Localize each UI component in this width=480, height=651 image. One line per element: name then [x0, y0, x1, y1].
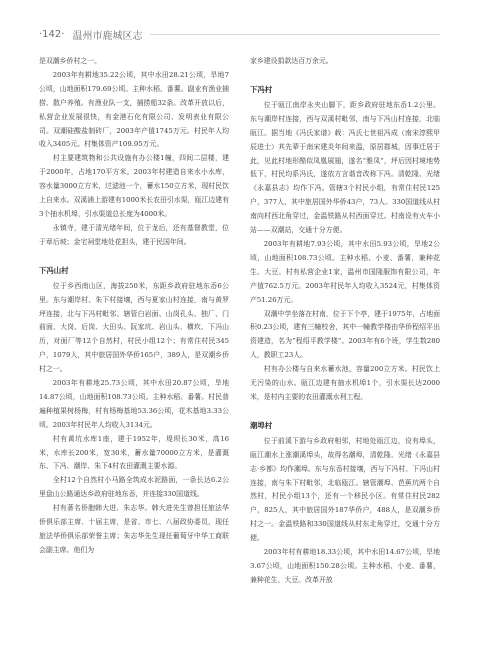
section-title-chaobu: 潮埠村 [250, 420, 273, 430]
paragraph: 2003年村有耕地18.33公顷，其中水田14.67公顷，旱地3.67公顷，山地面积150.28公顷。主种水稻、小麦、番薯，兼种花生、大豆。改革开放 [250, 548, 440, 584]
left-column [39, 55, 229, 558]
paragraph: 双潮中学坐落在村南，位于下个亭，建于1975年，占地面积0.23公顷，建有三幢校舍，其中一幢教学楼由华侨程绍平出资建造，名为“程绍平教学楼”。2003年有6个班，学生数280人，教职工23人。 [250, 309, 440, 360]
paragraph: 村有黄坑水库1座，建于1952年，堤坝长30米，高16米，水库长200米，宽30米，蓄水量70000立方米，是灌溉东、下冯、潮岸、朱下4村农田灌溉主要水源。 [39, 434, 229, 471]
paragraph: 位于前溪下游与乡政府相邻，村地处瓯江边，设有埠头，瓯江潮水上涨潮溪埠头，故得名潮埠，清乾隆、光绪《永嘉县志·乡都》均作潮埠。东与东岙村接壤，西与下冯村、下冯山村连接，南与朱下村毗邻，北临瓯江。辖管潮埠、芭蕉坑两个自然村，村民小组13个，还有一个移民小区。有常住村民282户，825人，其中旅居国外187华侨户，488人，是双潮乡侨村之一。金温铁路和330国道线从村东北角穿过，交通十分方便。 [250, 436, 440, 543]
paragraph: 2003年有耕地35.22公顷，其中水田28.21公顷，旱地7公顷，山地面积179.69公顷。主种水稻、番薯。副业有渔业捕捞、散户养殖。有渔业队一支，捕捞船32条。改革开放以后，私营企业发展很快，有金港石化有限公司、发明表业有限公司。双潮硅酸盐制砖厂，2003年产值1745万元。村民年人均收入3405元。村集体资产109.95万元。 [39, 70, 229, 149]
header-rule [150, 34, 440, 35]
paragraph: 2003年有耕地25.73公顷，其中水田20.87公顷，旱地14.87公顷，山地面积108.73公顷。主种水稻、番薯。村民普遍种植果树杨梅，村有杨梅基地53.36公顷，花木基地3.33公顷。2003年村民年人均收入3134元。 [39, 379, 229, 429]
paragraph: 家乡建设捐款达百万余元。 [250, 57, 333, 65]
section-title-xiafengshan: 下冯山村 [39, 265, 69, 275]
book-title: 温州市鹿城区志 [72, 30, 143, 42]
paragraph: 是双潮乡侨村之一。 [39, 57, 102, 65]
paragraph: 村有著名侨胞韩大进、朱志华。韩大进先生曾担任旅法华侨俱乐部主席、十届主席，是省、市七、八届政协委员，现任旅法华侨俱乐部荣誉主席；朱志华先生现任葡萄牙中华工商联会副主席。他们为 [39, 504, 229, 554]
paragraph: 村有办公楼与自来水蓄水池，容量200立方米。村民饮上无污染的山水。瓯江边建有抽水机埠1个，引水渠长达2000米，是村内主要的农田灌溉水利工程。 [250, 365, 440, 401]
paragraph: 村主要建筑物和公共设施有办公楼1幢，四间二层楼，建于2000年，占地170平方米。2003年村建造自来水小水库，容水量3000立方米，过滤池一个，蓄水150立方米，现村民饮上自来水。双溪浦上游建有1000米长农田引水渠，瓯江边建有3个抽水机埠，引水渠道总长度为4000米。 [39, 154, 229, 218]
paragraph: 永镇寺，建于清光绪年间，位于龙后，还有基督教堂，位于章后坡；金宅祠堂地处花担头，建于民国年间。 [39, 223, 229, 246]
paragraph: 位于乡西南山区，海拔250米，东距乡政府驻地东岙6公里。东与潮岸村、朱下村接壤，西与夏家山村连接，南与黄罗坪连接，北与下冯村毗邻。辖管白岩面、山岗孔头、独厂、门前面、大岗、后岗、大田头、阮家坑、岩山头、横坎、下冯山历，对面厂等12个自然村，村民小组12个；有常住村民345户，1079人，其中旅居国外华侨165户，389人，是双潮乡侨村之一。 [39, 281, 229, 374]
right-column [250, 55, 440, 588]
paragraph: 位于瓯江南岸永夹山脚下，距乡政府驻地东岙1.2公里。东与潮岸村连接，西与双溪村毗邻，南与下冯山村连接，北临瓯江。据当地《冯氏家谱》载：冯氏七世祖冯成（南宋淳熙甲辰进士）其先辈于南宋建炎年间来温，原居郡城，因事迁居于此，见此村地形酷似凤凰展翅，遂名“雅凤”，坪后因村境地势低下，村民均系冯氏，遂依方言谐音改称下冯。清乾隆、光绪《永嘉县志》均作下冯。管辖3个村民小组，有常住村民125户，377人，其中旅居国外华侨43户，73人。330国道线从村南向村西北角穿过，金温铁路从村西面穿过。村南设有火车小站——双潮站，交通十分方便。 [250, 100, 440, 235]
paragraph: 全村12个自然村小马路全筑成水泥路面，一条长达6.2公里盘山公路通达乡政府驻地东岙，并连接330国道线。 [39, 476, 229, 499]
page-number: ·142· [39, 28, 65, 40]
paragraph: 2003年有耕地7.93公顷，其中水田5.93公顷，旱地2公顷，山地面积108.73公顷。主种水稻、小麦、番薯，兼种花生、大豆。村有私营企业1家，温州市国隆服饰有限公司，年产值762.5万元。2003年村民年人均收入3524元，村集体资产51.26万元。 [250, 239, 440, 304]
section-title-xiafeng: 下冯村 [250, 84, 273, 94]
running-header [39, 27, 440, 41]
